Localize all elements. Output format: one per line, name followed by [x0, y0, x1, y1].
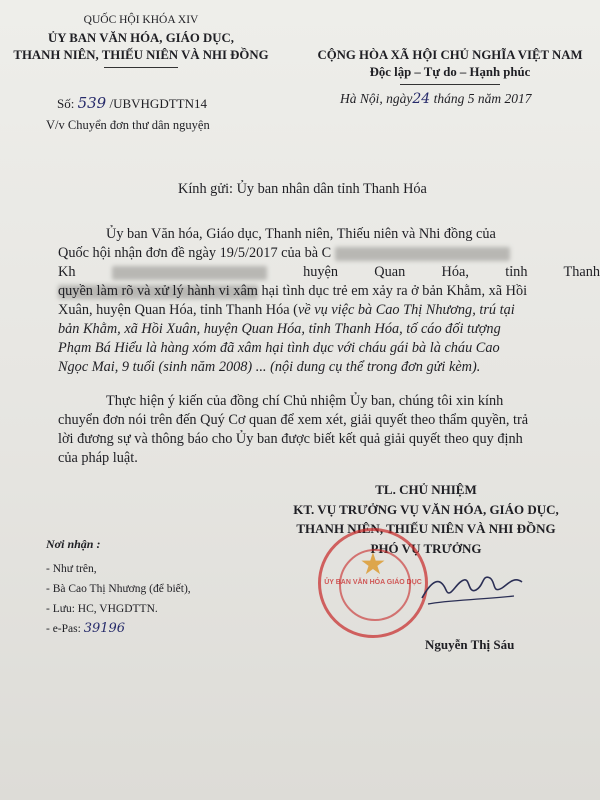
body-line: Xuân, huyện Quan Hóa, tỉnh Thanh Hóa (về vụ việc bà Cao Thị Nhương, trú tại [58, 302, 515, 318]
country-name: CỘNG HÒA XÃ HỘI CHỦ NGHĨA VIỆT NAM [317, 48, 583, 62]
body-line: lời đương sự và thông báo cho Ủy ban được biết kết quả giải quyết theo quy định [58, 431, 523, 447]
header-left-underline [104, 67, 178, 68]
signature-title-3: THANH NIÊN, THIẾU NIÊN VÀ NHI ĐỒNG [296, 521, 556, 536]
body-line: Quốc hội nhận đơn đề ngày 19/5/2017 của bà C [58, 244, 510, 263]
redaction-blur [335, 247, 510, 261]
date-line: Hà Nội, ngày24 tháng 5 năm 2017 [340, 91, 532, 107]
recipients-title: Nơi nhận : [46, 537, 101, 551]
handwritten-epas: 39196 [83, 621, 126, 636]
stamp-emblem-icon: ★ [359, 548, 387, 581]
body-line: quyền làm rõ và xử lý hành vi xâm hại tình dục trẻ em xảy ra ở bản Khằm, xã Hồi [58, 283, 528, 299]
signer-name: Nguyễn Thị Sáu [425, 637, 515, 652]
recipient-item: - e-Pas: 39196 [46, 621, 126, 636]
recipient-item: - Lưu: HC, VHGDTTN. [46, 603, 158, 615]
body-line: Thực hiện ý kiến của đồng chí Chủ nhiệm Ủy ban, chúng tôi xin kính [106, 393, 504, 409]
body-line: bản Khằm, xã Hồi Xuân, huyện Quan Hóa, tỉnh Thanh Hóa, tố cáo đối tượng [58, 321, 501, 337]
stamp-text: ỦY BAN VĂN HÓA GIÁO DỤC [324, 579, 422, 586]
handwritten-signature [418, 560, 528, 620]
agency-name: QUỐC HỘI KHÓA XIV [83, 14, 199, 26]
header-right-underline [400, 84, 500, 85]
body-line: Phạm Bá Hiểu là hàng xóm đã xâm hại tình dục với cháu gái bà là cháu Cao [58, 340, 500, 356]
official-stamp [318, 528, 428, 638]
signature-title-1: TL. CHỦ NHIỆM [375, 482, 477, 497]
body-line: Ngọc Mai, 9 tuổi (sinh năm 2008) ... (nội dung cụ thể trong đơn gửi kèm). [58, 359, 481, 375]
signature-title-4: PHÓ VỤ TRƯỞNG [370, 540, 482, 556]
handwritten-day: 24 [412, 91, 431, 107]
handwritten-number: 539 [77, 94, 107, 112]
committee-line1: ỦY BAN VĂN HÓA, GIÁO DỤC, [48, 31, 234, 45]
greeting: Kính gửi: Ủy ban nhân dân tỉnh Thanh Hóa [178, 181, 427, 197]
body-line: chuyển đơn nói trên đến Quý Cơ quan để xem xét, giải quyết theo thẩm quyền, trả [58, 412, 529, 428]
recipient-item: - Bà Cao Thị Nhương (để biết), [46, 583, 191, 595]
body-line: của pháp luật. [58, 450, 138, 466]
recipient-item: - Như trên, [46, 563, 97, 575]
body-line: Ủy ban Văn hóa, Giáo dục, Thanh niên, Thiếu niên và Nhi đồng của [106, 226, 496, 242]
committee-line2: THANH NIÊN, THIẾU NIÊN VÀ NHI ĐỒNG [13, 48, 269, 62]
recipients-list [46, 559, 191, 639]
subject-line: V/v Chuyển đơn thư dân nguyện [46, 118, 210, 132]
signature-title-2: KT. VỤ TRƯỞNG VỤ VĂN HÓA, GIÁO DỤC, [293, 501, 559, 517]
document-number: Số: 539 /UBVHGDTTN14 [57, 94, 207, 112]
motto: Độc lập – Tự do – Hạnh phúc [369, 65, 531, 79]
redaction-blur [112, 266, 267, 280]
body-line: Kh huyện Quan Hóa, tỉnh Thanh [58, 263, 600, 301]
